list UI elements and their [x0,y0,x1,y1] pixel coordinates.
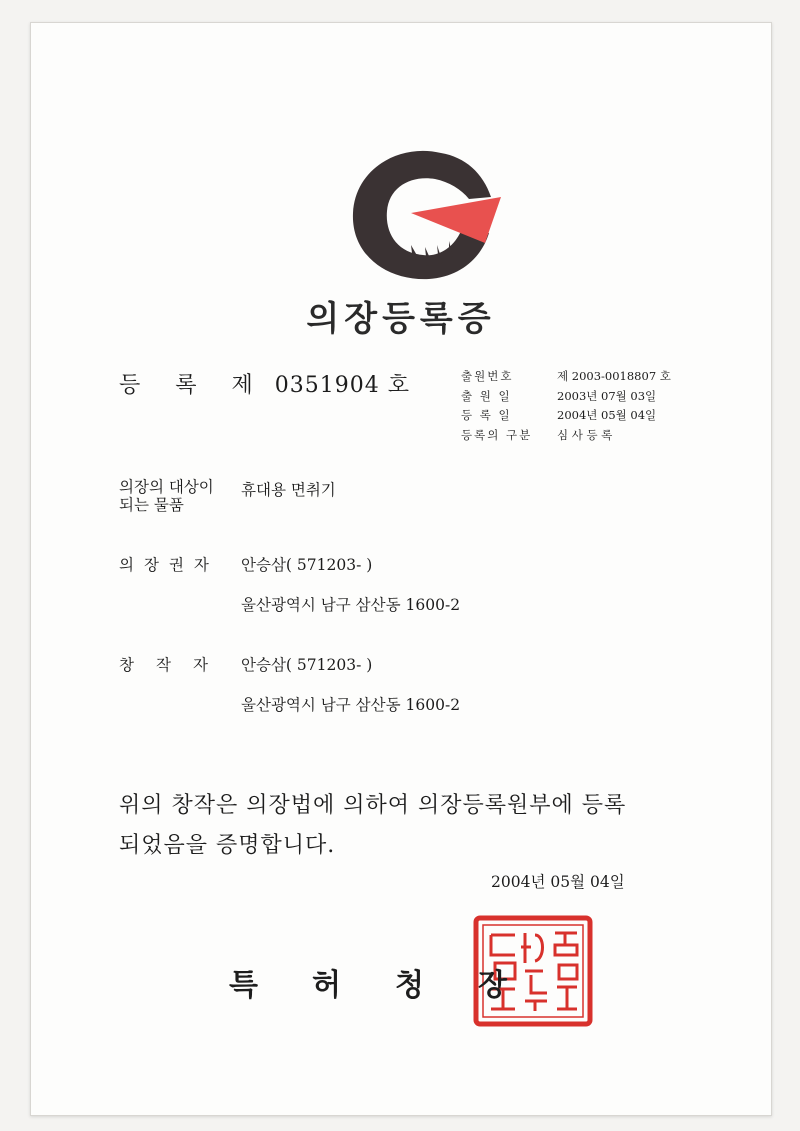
application-number: 제 2003-0018807 호 [557,369,671,383]
certification-statement: 위의 창작은 의장법에 의하여 의장등록원부에 등록 되었음을 증명합니다. [119,793,627,858]
kipo-logo [341,141,511,286]
registration-type: 심 사 등 록 [557,427,613,442]
certificate-title: 의장등록증 [306,299,496,339]
rights-holder-name: 안승삼( 571203- ) [241,556,373,574]
creator-name: 안승삼( 571203- ) [241,656,373,674]
info-values [557,367,671,445]
creator-label: 창작자 [119,656,230,674]
info-label: 출 원 일 [461,388,512,403]
info-label: 출원번호 [461,369,514,383]
rights-holder-label: 의장권자 [119,556,219,574]
registration-number-line [119,368,410,399]
issuer-name: 특허청장 [229,968,561,1003]
issue-date: 2004년 05월 04일 [491,873,625,891]
certificate-page [30,22,772,1116]
registration-label: 등 록 제 [119,373,267,398]
rights-holder-address: 울산광역시 남구 삼산동 1600-2 [241,596,461,614]
registration-number: 0351904 [274,373,380,398]
design-subject-value: 휴대용 면취기 [241,481,336,499]
info-label: 등 록 일 [461,408,512,422]
info-labels [461,367,532,445]
design-subject-label: 의장의 대상이 되는 물품 [119,478,214,514]
info-label: 등록의 구분 [461,427,533,442]
application-date: 2003년 07월 03일 [557,388,657,403]
registration-date: 2004년 05월 04일 [557,408,657,422]
registration-suffix: 호 [387,373,410,398]
creator-address: 울산광역시 남구 삼산동 1600-2 [241,696,461,714]
